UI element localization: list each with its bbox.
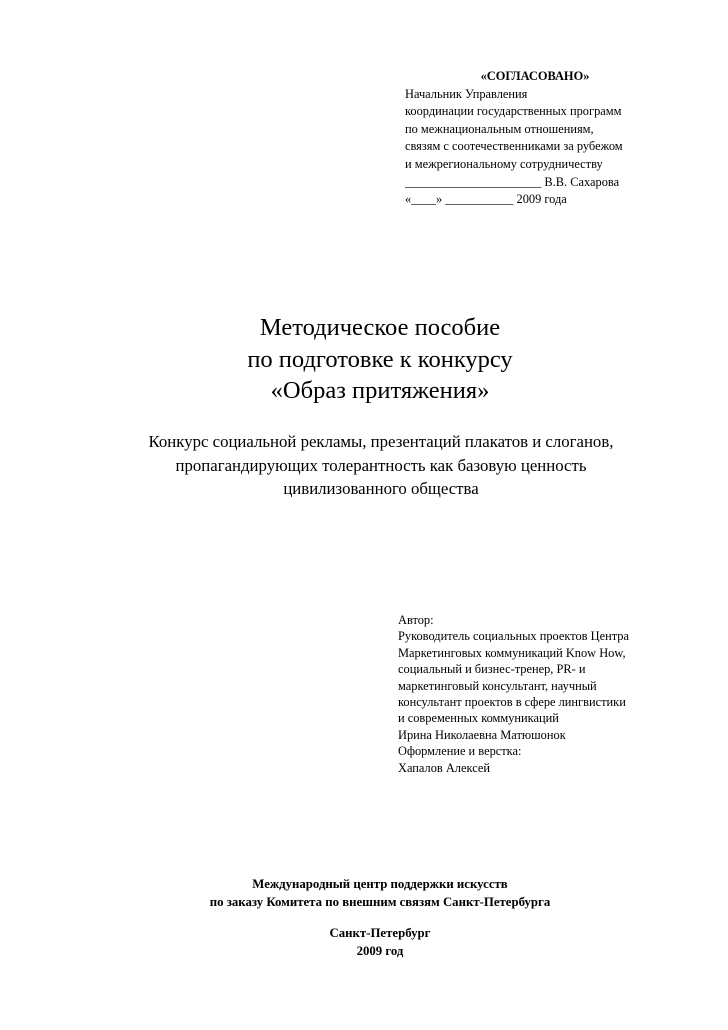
author-name: Ирина Николаевна Матюшонок (398, 727, 566, 742)
publication-year: 2009 год (356, 943, 404, 958)
approval-block (405, 68, 655, 209)
title-line: Методическое пособие (259, 314, 501, 341)
approval-signature-line: ______________________ В.В. Сахарова (405, 174, 620, 189)
approval-line: координации государственных программ (405, 104, 622, 119)
author-line: Оформление и верстка: (398, 744, 522, 759)
author-line: Автор: (398, 613, 434, 627)
city-name: Санкт-Петербург (329, 926, 431, 940)
approval-date-line: «____» ___________ 2009 года (405, 192, 567, 207)
document-subtitle (0, 430, 728, 501)
author-line: и современных коммуникаций (398, 711, 559, 726)
approval-line: и межрегиональному сотрудничеству (405, 156, 603, 171)
author-line: маркетинговый консультант, научный (398, 678, 597, 693)
author-line: Руководитель социальных проектов Центра (398, 629, 629, 644)
commission-line: по заказу Комитета по внешним связям Санкт-Петербурга (209, 894, 551, 909)
layout-designer-name: Хапалов Алексей (398, 760, 490, 775)
approval-heading: «СОГЛАСОВАНО» (480, 69, 590, 83)
publisher-footer (0, 876, 728, 960)
title-line: по подготовке к конкурсу (247, 345, 513, 373)
subtitle-line: цивилизованного общества (283, 479, 479, 498)
approval-line: Начальник Управления (405, 86, 528, 101)
title-line: «Образ притяжения» (270, 377, 490, 404)
approval-line: по межнациональным отношениям, (405, 121, 594, 136)
approval-line: связям с соотечественниками за рубежом (405, 139, 623, 154)
author-line: консультант проектов в сфере лингвистики (398, 695, 626, 710)
footer-spacer (0, 911, 728, 925)
organization-name: Международный центр поддержки искусств (252, 877, 508, 891)
subtitle-line: Конкурс социальной рекламы, презентаций плакатов и слоганов, (148, 432, 614, 451)
subtitle-line: пропагандирующих толерантность как базовую ценность (175, 455, 587, 475)
document-title (0, 312, 728, 407)
author-line: Маркетинговых коммуникаций Know How, (398, 645, 626, 660)
author-line: социальный и бизнес-тренер, PR- и (398, 662, 586, 677)
author-block (398, 612, 668, 776)
